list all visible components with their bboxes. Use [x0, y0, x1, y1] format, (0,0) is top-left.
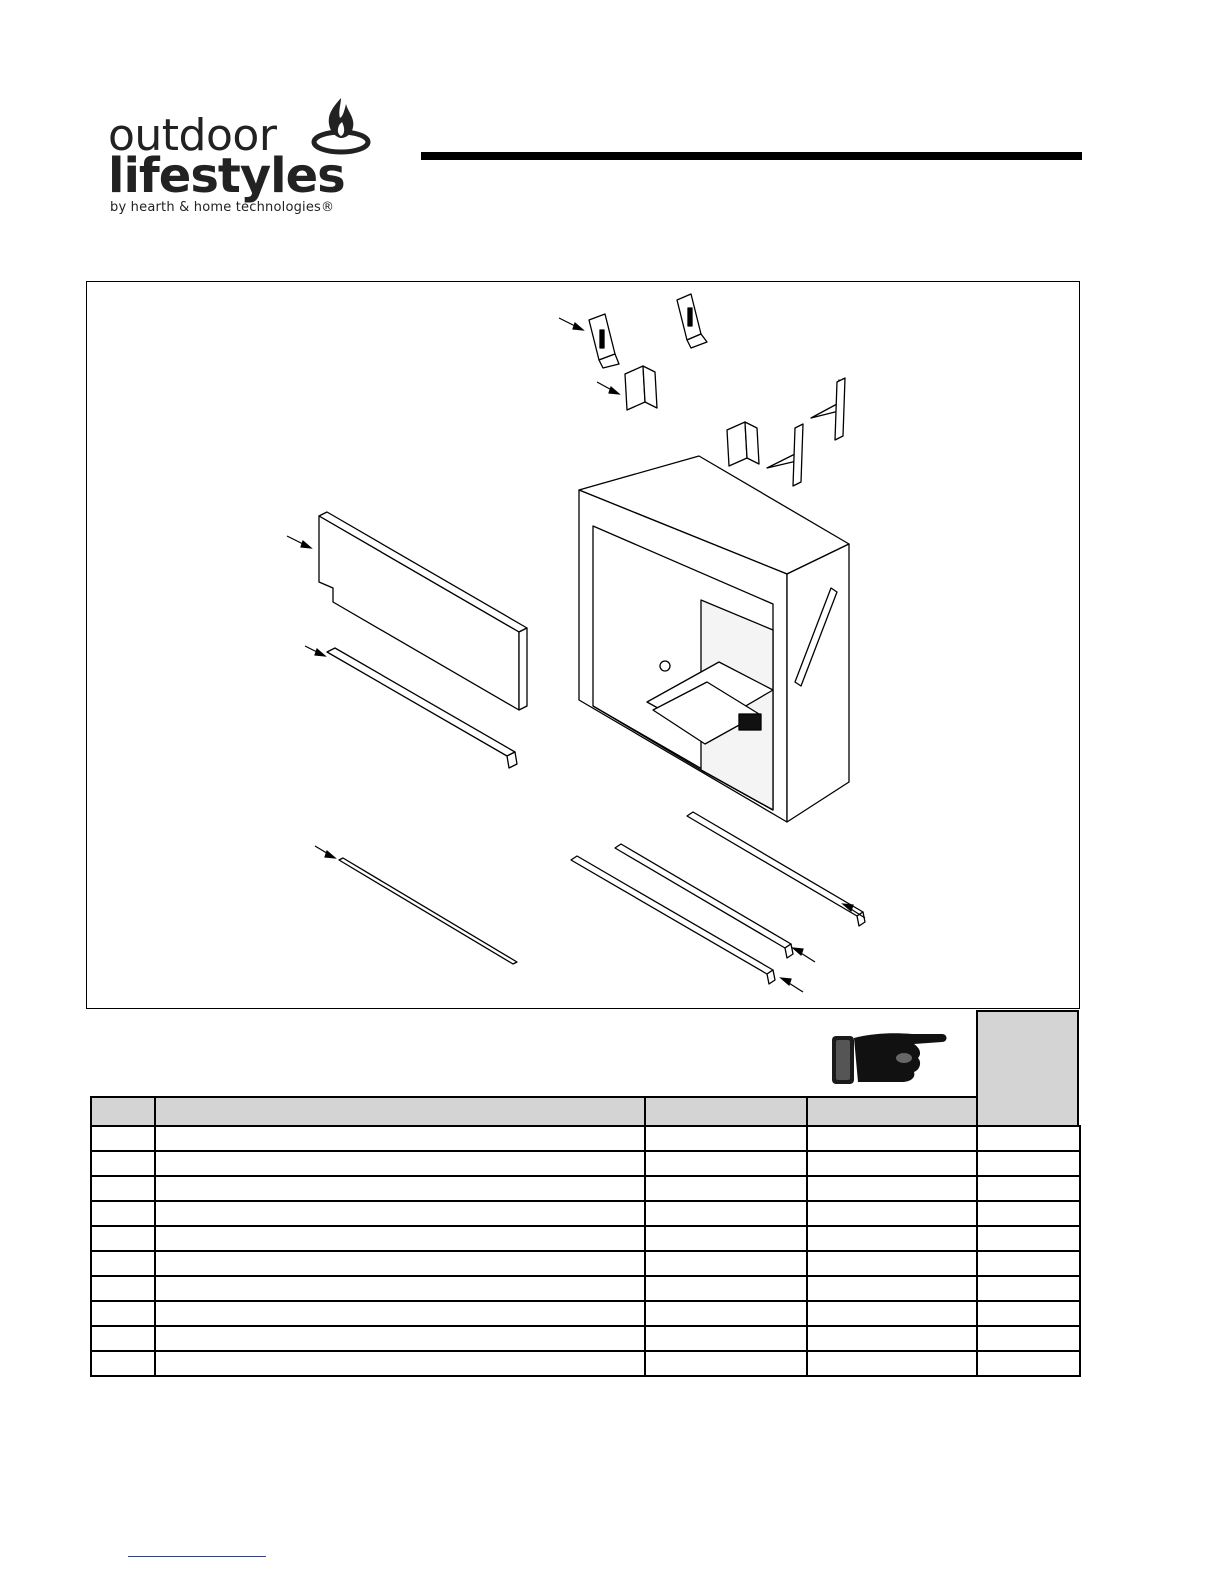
table-cell — [155, 1251, 645, 1276]
table-header-row — [91, 1097, 1080, 1126]
table-row — [91, 1201, 1080, 1226]
table-cell — [977, 1151, 1080, 1176]
table-cell — [91, 1251, 155, 1276]
exploded-view-drawing — [87, 282, 1081, 1010]
table-cell — [977, 1201, 1080, 1226]
table-cell — [91, 1326, 155, 1351]
rail-c — [687, 812, 865, 926]
parts-diagram — [86, 281, 1080, 1009]
rail-b — [339, 858, 517, 964]
front-panel — [319, 512, 527, 710]
pointing-hand-icon — [830, 1022, 950, 1088]
column-header — [807, 1097, 977, 1126]
table-cell — [977, 1351, 1080, 1376]
table-cell — [645, 1176, 807, 1201]
table-row — [91, 1151, 1080, 1176]
table-cell — [977, 1326, 1080, 1351]
table-cell — [977, 1176, 1080, 1201]
table-cell — [807, 1151, 977, 1176]
table-cell — [91, 1226, 155, 1251]
flame-icon — [310, 94, 372, 156]
logo-byline: by hearth & home technologies® — [110, 200, 335, 215]
table-cell — [977, 1226, 1080, 1251]
table-cell — [155, 1201, 645, 1226]
table-cell — [91, 1126, 155, 1151]
table-row — [91, 1301, 1080, 1326]
firebox-enclosure — [579, 456, 849, 822]
table-cell — [155, 1351, 645, 1376]
table-cell — [977, 1301, 1080, 1326]
table-cell — [977, 1276, 1080, 1301]
title-rule — [421, 152, 1082, 160]
table-cell — [645, 1126, 807, 1151]
table-row — [91, 1176, 1080, 1201]
table-row — [91, 1251, 1080, 1276]
angle-bracket-b — [811, 378, 845, 440]
table-cell — [807, 1276, 977, 1301]
table-row — [91, 1276, 1080, 1301]
table-cell — [645, 1226, 807, 1251]
bracket-top-left — [589, 314, 619, 368]
table-cell — [155, 1126, 645, 1151]
table-cell — [155, 1276, 645, 1301]
table-cell — [807, 1301, 977, 1326]
table-cell — [807, 1126, 977, 1151]
table-cell — [977, 1251, 1080, 1276]
table-cell — [645, 1151, 807, 1176]
brand-logo — [108, 94, 388, 224]
table-row — [91, 1351, 1080, 1376]
table-cell — [977, 1126, 1080, 1151]
footer-link[interactable] — [128, 1556, 266, 1557]
column-header — [645, 1097, 807, 1126]
table-cell — [807, 1201, 977, 1226]
table-cell — [807, 1226, 977, 1251]
table-cell — [807, 1351, 977, 1376]
angle-bracket-a — [767, 424, 803, 486]
channel-right — [727, 422, 759, 466]
table-cell — [645, 1201, 807, 1226]
table-cell — [91, 1301, 155, 1326]
table-cell — [155, 1176, 645, 1201]
table-cell — [807, 1251, 977, 1276]
logo-line-lifestyles: lifestyles — [108, 148, 345, 204]
table-cell — [155, 1226, 645, 1251]
column-header-blank — [977, 1097, 1080, 1126]
parts-table — [90, 1096, 1081, 1377]
table-cell — [155, 1326, 645, 1351]
table-cell — [645, 1251, 807, 1276]
channel-left — [625, 366, 657, 410]
table-cell — [645, 1326, 807, 1351]
table-cell — [807, 1176, 977, 1201]
table-cell — [91, 1151, 155, 1176]
table-cell — [155, 1151, 645, 1176]
table-cell — [807, 1326, 977, 1351]
table-cell — [155, 1301, 645, 1326]
table-row — [91, 1226, 1080, 1251]
table-cell — [91, 1201, 155, 1226]
table-cell — [645, 1351, 807, 1376]
table-row — [91, 1326, 1080, 1351]
column-header — [155, 1097, 645, 1126]
bracket-top-right — [677, 294, 707, 348]
table-cell — [91, 1351, 155, 1376]
table-cell — [91, 1176, 155, 1201]
table-cell — [91, 1276, 155, 1301]
column-header — [91, 1097, 155, 1126]
table-cell — [645, 1276, 807, 1301]
table-row — [91, 1126, 1080, 1151]
logo-line-outdoor: outdoor — [108, 110, 277, 161]
table-cell — [645, 1301, 807, 1326]
